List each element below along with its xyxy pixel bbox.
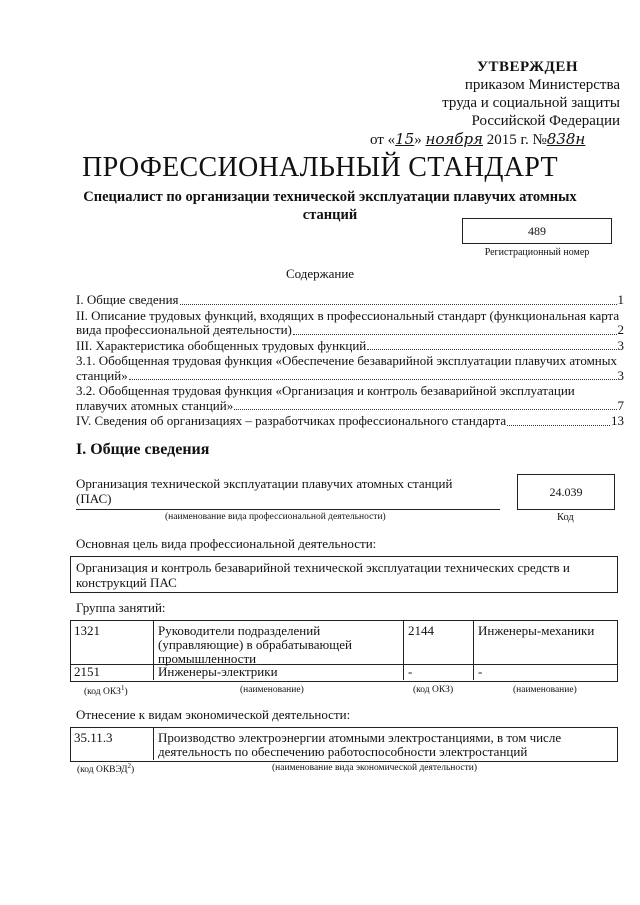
column-caption bbox=[77, 762, 134, 775]
toc-entry-text: I. Общие сведения bbox=[76, 292, 179, 307]
approval-line: труда и социальной защиты bbox=[442, 95, 620, 111]
toc-entry[interactable] bbox=[76, 384, 624, 413]
handwritten-day: 15 bbox=[395, 130, 415, 148]
table-cell: - bbox=[408, 664, 413, 679]
approval-date bbox=[370, 130, 620, 149]
page-title: ПРОФЕССИОНАЛЬНЫЙ СТАНДАРТ bbox=[82, 152, 558, 183]
toc-entry-text: вида профессиональной деятельности) bbox=[76, 322, 292, 337]
toc-page-number: 1 bbox=[617, 292, 624, 307]
caption-text: ) bbox=[124, 687, 128, 698]
toc-page-number: 13 bbox=[611, 413, 624, 428]
toc-entry[interactable] bbox=[76, 293, 624, 308]
divider bbox=[76, 509, 500, 510]
toc-entry-text: IV. Сведения об организациях – разработчиках профессионального стандарта bbox=[76, 413, 507, 428]
table-cell: - bbox=[478, 664, 483, 679]
toc-page-number: 3 bbox=[617, 337, 624, 353]
table-of-contents bbox=[76, 293, 624, 430]
toc-entry-text: 3.2. Обобщенная трудовая функция «Организация и контроль безаварийной эксплуатации bbox=[76, 383, 575, 398]
footnote-mark: 1 bbox=[120, 684, 125, 692]
registration-label: Регистрационный номер bbox=[484, 247, 590, 258]
caption-text: ) bbox=[130, 765, 135, 776]
caption-text: (код ОКВЭД bbox=[77, 765, 128, 776]
activity-name bbox=[76, 476, 452, 506]
toc-leader bbox=[129, 379, 617, 380]
toc-entry-text: II. Описание трудовых функций, входящих в профессиональный стандарт (функциональная карта bbox=[76, 307, 620, 323]
date-year: 2015 г. № bbox=[486, 132, 547, 148]
table-cell: 1321 bbox=[74, 623, 100, 638]
goal-line: Организация и контроль безаварийной технической эксплуатации технических средств и bbox=[76, 560, 570, 575]
table-rule bbox=[153, 727, 154, 760]
table-cell-line: (управляющие) в обрабатывающей bbox=[158, 637, 352, 652]
activity-name-line: Организация технической эксплуатации плавучих атомных станций bbox=[76, 476, 453, 491]
column-caption: (наименование) bbox=[513, 685, 577, 695]
table-cell-line: Руководители подразделений bbox=[158, 623, 321, 638]
activity-caption: (наименование вида профессиональной деятельности) bbox=[165, 512, 386, 522]
registration-number-box: 489 bbox=[462, 218, 612, 244]
toc-entry-text: III. Характеристика обобщенных трудовых функций bbox=[76, 337, 367, 353]
econ-label: Отнесение к видам экономической деятельности: bbox=[76, 707, 351, 722]
table-cell-line: Производство электроэнергии атомными электростанциями, в том числе bbox=[158, 730, 562, 745]
toc-entry-text: 3.1. Обобщенная трудовая функция «Обеспечение безаварийной эксплуатации плавучих атомных bbox=[76, 353, 617, 368]
footnote-mark: 2 bbox=[127, 762, 131, 770]
toc-leader bbox=[367, 349, 616, 350]
approval-line: приказом Министерства bbox=[464, 77, 620, 93]
table-cell: 2144 bbox=[408, 623, 434, 638]
handwritten-number: 838н bbox=[546, 130, 586, 148]
table-rule bbox=[473, 620, 474, 680]
table-cell: Инженеры-механики bbox=[478, 623, 595, 638]
goal-box bbox=[70, 556, 618, 593]
toc-entry[interactable] bbox=[76, 339, 624, 354]
column-caption: (код ОКЗ) bbox=[413, 685, 454, 695]
approval-line: Российской Федерации bbox=[471, 113, 620, 129]
toc-leader bbox=[293, 334, 617, 335]
activity-code-box: 24.039 bbox=[517, 474, 615, 510]
toc-leader bbox=[180, 304, 617, 305]
goal-label: Основная цель вида профессиональной деятельности: bbox=[76, 536, 377, 551]
toc-leader bbox=[507, 425, 610, 426]
toc-page-number: 2 bbox=[617, 322, 624, 337]
date-mid: » bbox=[414, 132, 422, 148]
activity-name-line: (ПАС) bbox=[76, 491, 112, 506]
table-cell-line: промышленности bbox=[158, 651, 257, 666]
goal-line: конструкций ПАС bbox=[76, 575, 177, 590]
table-cell: 2151 bbox=[74, 664, 100, 679]
handwritten-month: ноября bbox=[425, 130, 483, 148]
toc-entry[interactable] bbox=[76, 309, 624, 338]
table-cell: Инженеры-электрики bbox=[158, 664, 278, 679]
table-cell bbox=[158, 731, 561, 759]
table-cell bbox=[158, 624, 352, 666]
toc-entry[interactable] bbox=[76, 414, 624, 429]
toc-page-number: 7 bbox=[617, 397, 624, 413]
table-rule bbox=[403, 620, 404, 680]
code-caption: Код bbox=[557, 512, 574, 523]
toc-leader bbox=[234, 409, 616, 410]
date-prefix: от « bbox=[370, 132, 396, 148]
occupations-label: Группа занятий: bbox=[76, 600, 166, 615]
column-caption bbox=[84, 684, 128, 697]
toc-entry-text: плавучих атомных станций» bbox=[76, 397, 234, 413]
page-subtitle: Специалист по организации технической эксплуатации плавучих атомных станций bbox=[83, 189, 577, 223]
column-caption: (наименование) bbox=[240, 685, 304, 695]
caption-text: (код ОКЗ bbox=[84, 687, 121, 698]
table-cell: 35.11.3 bbox=[74, 730, 113, 745]
column-caption: (наименование вида экономической деятельности) bbox=[272, 763, 477, 773]
table-cell-line: деятельность по обеспечению работоспособности электростанций bbox=[158, 744, 528, 759]
section-heading: I. Общие сведения bbox=[76, 441, 210, 458]
toc-page-number: 3 bbox=[617, 367, 624, 383]
toc-entry[interactable] bbox=[76, 354, 624, 383]
toc-entry-text: станций» bbox=[76, 367, 128, 383]
approval-block bbox=[370, 58, 620, 149]
approval-title: УТВЕРЖДЕН bbox=[477, 59, 578, 75]
table-rule bbox=[153, 620, 154, 680]
toc-heading: Содержание bbox=[285, 266, 355, 281]
